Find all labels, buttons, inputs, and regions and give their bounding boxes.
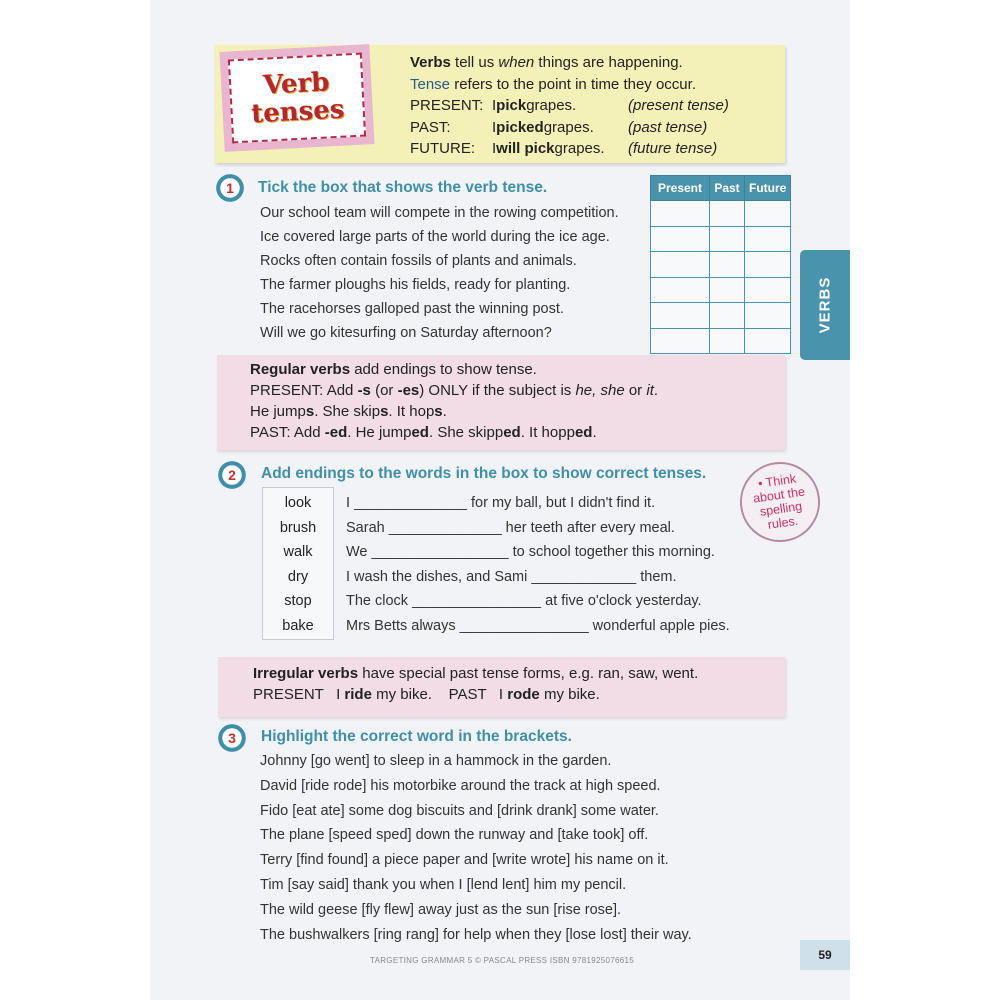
text-segment: ed: [411, 424, 429, 441]
text-segment: ed: [574, 424, 593, 441]
answer-blank[interactable]: ______________: [388, 519, 502, 536]
tense-example-cell: FUTURE:: [410, 140, 475, 157]
text-segment: .: [442, 403, 447, 420]
exercise-3-sentences: [260, 749, 692, 947]
tick-box-present[interactable]: [651, 328, 710, 354]
text-segment: I: [492, 118, 497, 136]
text-segment: pick: [496, 97, 527, 114]
verb-tenses-title-badge: [219, 44, 374, 152]
text-segment: have special past tense forms, e.g. ran, saw, went.: [358, 665, 699, 682]
sentence: The farmer ploughs his fields, ready for planting.: [260, 277, 571, 293]
text-segment: ride: [344, 686, 372, 703]
text-segment: PRESENT: Add: [250, 382, 358, 399]
fill-in-sentence: [346, 540, 730, 565]
tick-box-present[interactable]: [651, 201, 710, 227]
tick-box-present[interactable]: [651, 226, 710, 252]
text-segment: Verbs: [410, 54, 451, 71]
exercise-3-heading: Highlight the correct word in the brackets.: [261, 728, 572, 745]
rule-line: [253, 684, 785, 705]
tick-box-past[interactable]: [710, 201, 745, 227]
tick-box-present[interactable]: [651, 303, 710, 329]
tick-box-past[interactable]: [710, 303, 745, 329]
page-number: 59: [800, 940, 850, 970]
text-segment: will pick: [496, 140, 555, 157]
word: look: [284, 495, 312, 511]
text-segment: ) ONLY if the subject is: [419, 382, 576, 399]
table-row: [651, 277, 791, 303]
exercise-2-sentences: [346, 491, 730, 638]
sentence: Ice covered large parts of the world during the ice age.: [260, 229, 610, 245]
table-row: [651, 226, 791, 252]
verbs-section-tab[interactable]: [800, 250, 850, 360]
column-past: Past: [710, 176, 745, 201]
text-segment: I: [492, 140, 497, 157]
tense-example-row: [410, 138, 729, 160]
exercise-1-sentences: [260, 201, 619, 345]
text-segment: . She skip: [314, 403, 381, 420]
word: stop: [284, 593, 312, 609]
text-segment: . He jump: [347, 424, 412, 441]
sentence[interactable]: Johnny [go went] to sleep in a hammock in the garden.: [260, 753, 612, 769]
sentence-text: wonderful apple pies.: [588, 617, 730, 634]
text-segment: grapes.: [543, 118, 594, 136]
sentence: Rocks often contain fossils of plants and animals.: [260, 253, 577, 269]
sentence-text: We: [346, 544, 372, 560]
answer-blank[interactable]: _____________: [531, 568, 637, 585]
sentence-text: The clock: [346, 593, 413, 609]
text-segment: when: [498, 54, 535, 71]
fill-in-sentence: [346, 491, 730, 516]
exercise-2-heading: Add endings to the words in the box to show correct tenses.: [261, 465, 707, 482]
answer-blank[interactable]: ________________: [459, 617, 589, 634]
column-present: Present: [651, 176, 710, 201]
table-row: [651, 303, 791, 329]
tick-box-future[interactable]: [745, 226, 791, 252]
tick-box-future[interactable]: [745, 201, 791, 227]
text-segment: it: [646, 382, 654, 399]
text-segment: he, she: [575, 382, 625, 399]
tip-text: • Think about the spelling rules.: [752, 471, 806, 532]
text-segment: I: [492, 97, 497, 114]
tense-example-cell: (future tense): [628, 140, 718, 157]
text-segment: PAST: Add: [250, 424, 325, 441]
tick-box-future[interactable]: [745, 303, 791, 329]
text-segment: my bike. PAST I: [371, 686, 508, 703]
text-segment: refers to the point in time they occur.: [450, 75, 696, 93]
tense-example-row: [410, 95, 729, 117]
text-segment: . It hopp: [520, 424, 575, 441]
sentence-text: them.: [636, 568, 677, 585]
rule-line: [250, 401, 785, 422]
answer-blank[interactable]: _________________: [371, 544, 509, 560]
sentence[interactable]: Tim [say said] thank you when I [lend lent] him my pencil.: [260, 876, 627, 893]
sentence: The racehorses galloped past the winning post.: [260, 301, 564, 317]
table-row: [651, 201, 791, 227]
rule-line: [250, 380, 785, 401]
tab-label: VERBS: [816, 276, 834, 334]
footer-copyright: TARGETING GRAMMAR 5 © PASCAL PRESS ISBN 9781925076615: [370, 956, 634, 965]
text-segment: . It hop: [388, 403, 435, 420]
answer-blank[interactable]: ________________: [412, 593, 542, 609]
text-segment: grapes.: [526, 97, 577, 114]
tick-box-past[interactable]: [710, 328, 745, 354]
text-segment: add endings to show tense.: [350, 361, 537, 378]
sentence[interactable]: The wild geese [fly flew] away just as the sun [rise rose].: [260, 901, 622, 918]
fill-in-sentence: [346, 516, 730, 541]
tense-example-cell: (present tense): [628, 97, 729, 114]
sentence-text: at five o'clock yesterday.: [541, 593, 702, 609]
intro-line: [410, 52, 729, 74]
text-segment: .: [592, 424, 597, 441]
sentence[interactable]: The bushwalkers [ring rang] for help when they [lose lost] their way.: [260, 926, 692, 943]
sentence[interactable]: Fido [eat ate] some dog biscuits and [drink drank] some water.: [260, 802, 659, 819]
word: bake: [282, 617, 314, 634]
text-segment: grapes.: [554, 140, 605, 157]
sentence[interactable]: Terry [find found] a piece paper and [write wrote] his name on it.: [260, 852, 669, 869]
exercise-1-heading: Tick the box that shows the verb tense.: [258, 179, 548, 196]
fill-in-sentence: [346, 589, 730, 614]
sentence: Our school team will compete in the rowing competition.: [260, 205, 619, 221]
regular-verbs-box: [217, 355, 785, 450]
tense-example-cell: [492, 95, 628, 117]
word: walk: [283, 544, 313, 560]
text-segment: rode: [507, 686, 540, 703]
sentence-text: her teeth after every meal.: [501, 519, 675, 536]
text-segment: s: [434, 403, 443, 420]
irregular-verbs-box: [218, 657, 785, 717]
tick-box-future[interactable]: [745, 277, 791, 303]
text-segment: -ed: [324, 424, 348, 441]
tense-example-cell: [492, 138, 628, 160]
exercise-number-1-icon: 1: [214, 172, 246, 204]
tick-box-past[interactable]: [710, 277, 745, 303]
sentence-text: for my ball, but I didn't find it.: [466, 495, 656, 511]
table-row: [651, 328, 791, 354]
text-segment: picked: [496, 118, 544, 136]
answer-blank[interactable]: ______________: [354, 495, 467, 511]
sentence[interactable]: The plane [speed sped] down the runway and [take took] off.: [260, 827, 649, 844]
fill-in-sentence: [346, 565, 730, 590]
sentence-text: to school together this morning.: [508, 544, 715, 560]
tick-box-present[interactable]: [651, 252, 710, 278]
text-segment: Irregular verbs: [253, 665, 359, 682]
word: brush: [279, 519, 317, 536]
tense-example-cell: PAST:: [410, 118, 451, 136]
tense-example-cell: [492, 117, 628, 139]
column-future: Future: [745, 176, 791, 201]
text-segment: my bike.: [539, 686, 600, 703]
word-box: [262, 487, 334, 640]
tick-box-future[interactable]: [745, 328, 791, 354]
tick-box-future[interactable]: [745, 252, 791, 278]
sentence-text: Sarah: [346, 519, 389, 536]
sentence-text: I: [346, 495, 355, 511]
text-segment: PRESENT I: [253, 686, 345, 703]
tense-example-row: [410, 117, 729, 139]
text-segment: .: [653, 382, 659, 399]
sentence-text: Mrs Betts always: [346, 617, 460, 634]
text-segment: . She skipp: [428, 424, 504, 441]
intro-text: [410, 52, 729, 160]
fill-in-sentence: [346, 614, 730, 639]
badge-line-2: tenses: [250, 94, 346, 130]
text-segment: ed: [503, 424, 521, 441]
tense-example-cell: (past tense): [628, 118, 708, 136]
badge-line-1: Verb: [262, 67, 331, 101]
exercise-number-2-icon: 2: [216, 459, 248, 491]
text-segment: He jump: [250, 403, 306, 420]
text-segment: (or: [370, 382, 398, 399]
intro-line: [410, 74, 729, 96]
sentence[interactable]: David [ride rode] his motorbike around the track at high speed.: [260, 777, 661, 794]
text-segment: Regular verbs: [250, 361, 351, 378]
text-segment: or: [624, 382, 647, 399]
tick-box-past[interactable]: [710, 226, 745, 252]
tense-example-cell: PRESENT:: [410, 97, 484, 114]
tense-tick-table: [650, 175, 791, 354]
sentence: Will we go kitesurfing on Saturday afternoon?: [260, 325, 552, 341]
text-segment: -s: [357, 382, 371, 399]
text-segment: -es: [397, 382, 420, 399]
text-segment: things are happening.: [534, 54, 683, 71]
text-segment: s: [380, 403, 389, 420]
exercise-number-3-icon: 3: [216, 722, 248, 754]
text-segment: Tense: [410, 75, 451, 93]
tick-box-past[interactable]: [710, 252, 745, 278]
sentence-text: I wash the dishes, and Sami: [346, 568, 532, 585]
tick-box-present[interactable]: [651, 277, 710, 303]
word: dry: [287, 568, 309, 585]
rule-line: [253, 663, 785, 684]
table-row: [651, 252, 791, 278]
rule-line: [250, 422, 785, 443]
text-segment: tell us: [450, 54, 499, 71]
rule-line: [250, 359, 785, 380]
text-segment: s: [305, 403, 315, 420]
